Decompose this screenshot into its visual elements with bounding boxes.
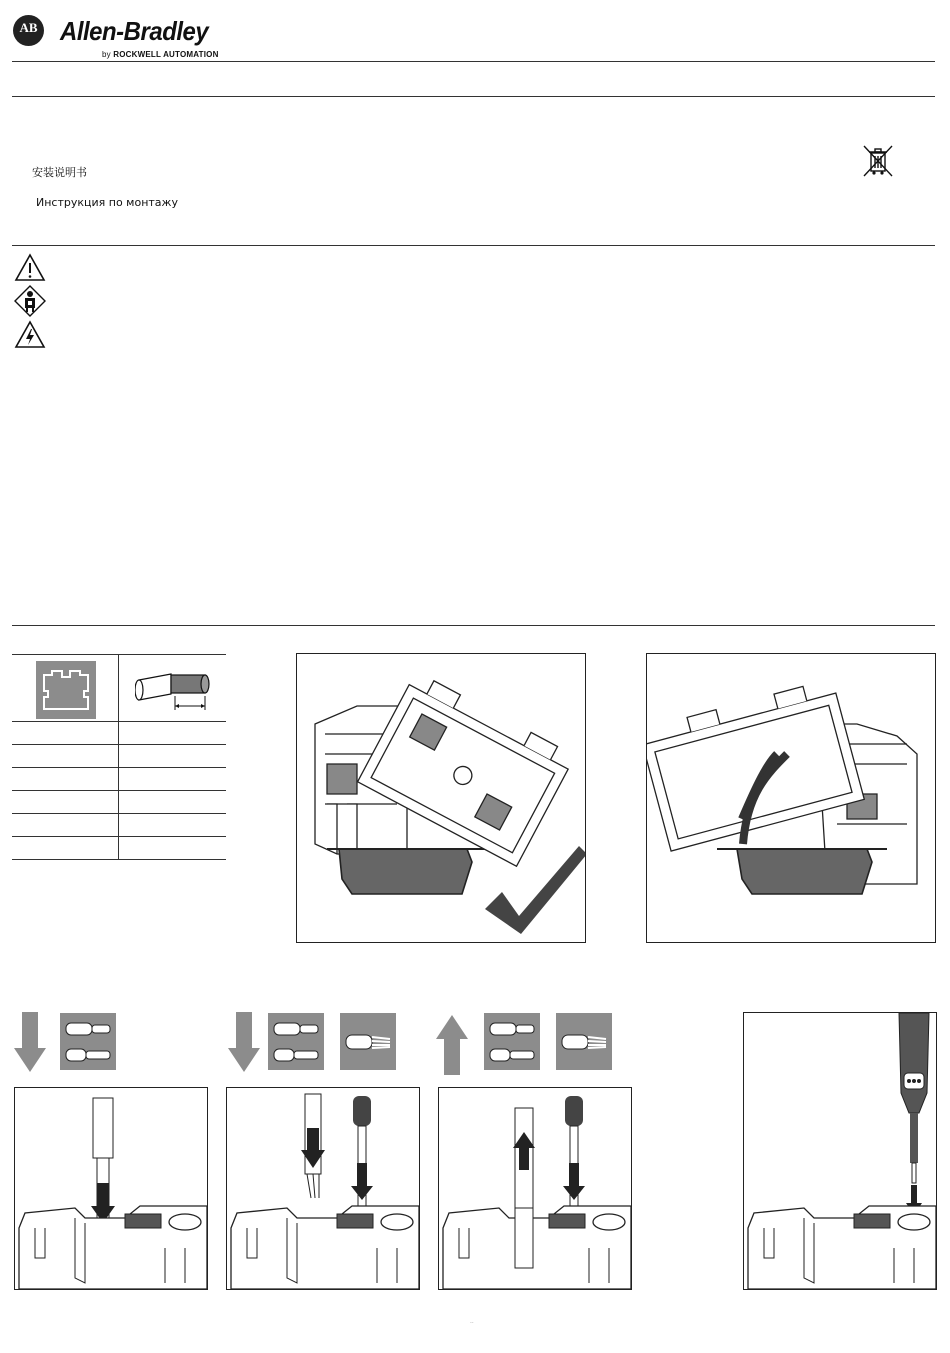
step-test-probe-illustration — [744, 1013, 936, 1289]
title-rule-bottom — [12, 245, 935, 246]
header-rule — [12, 61, 935, 62]
brand-subline: by ROCKWELL AUTOMATION — [102, 50, 219, 59]
table-row — [12, 745, 226, 768]
correct-mounting-figure — [296, 653, 586, 943]
insert-arrow-down-icon — [14, 1012, 46, 1072]
table-row — [12, 768, 226, 791]
strip-length-cell — [119, 655, 227, 722]
step-insert-ferrule-illustration — [15, 1088, 207, 1289]
title-chinese: 安装说明书 — [32, 166, 87, 179]
crossed-out-bin-icon — [860, 143, 896, 179]
insert-arrow-down-icon — [228, 1012, 260, 1072]
incorrect-mounting-illustration — [647, 654, 935, 942]
table-row — [12, 814, 226, 837]
section-rule — [12, 625, 935, 626]
electric-hazard-icon — [14, 320, 46, 349]
step-remove-wire-illustration — [439, 1088, 631, 1289]
incorrect-mounting-figure — [646, 653, 936, 943]
ferrule-icon — [268, 1013, 324, 1070]
ferrule-icon-box — [268, 1013, 324, 1070]
table-row — [12, 722, 226, 745]
logo-letters: AB — [19, 20, 38, 35]
qualified-person-icon — [14, 285, 46, 317]
step-insert-wire-illustration — [227, 1088, 419, 1289]
ferrule-icon — [60, 1013, 116, 1070]
table-row — [12, 837, 226, 860]
stranded-wire-icon-box — [556, 1013, 612, 1070]
stranded-wire-icon — [556, 1013, 612, 1070]
stripped-wire-icon — [135, 666, 215, 716]
remove-arrow-up-icon — [436, 1015, 468, 1075]
table-row — [12, 791, 226, 814]
wire-spec-table — [12, 654, 226, 860]
table-header-row — [12, 655, 226, 722]
ferrule-icon — [484, 1013, 540, 1070]
step-insert-ferrule-figure — [14, 1087, 208, 1290]
ferrule-icon-box — [484, 1013, 540, 1070]
stranded-wire-icon — [340, 1013, 396, 1070]
correct-mounting-illustration — [297, 654, 585, 942]
title-rule-top — [12, 96, 935, 97]
title-russian: Инструкция по монтажу — [36, 196, 178, 209]
footer-mark: ·· — [470, 1320, 474, 1327]
warning-triangle-icon — [14, 253, 46, 282]
stranded-wire-icon-box — [340, 1013, 396, 1070]
step-remove-wire-figure — [438, 1087, 632, 1290]
brand-name: Allen-Bradley — [60, 16, 209, 46]
ferrule-icon-box — [60, 1013, 116, 1070]
terminal-block-icon — [36, 661, 96, 719]
terminal-symbol-cell — [12, 655, 119, 722]
step-test-probe-figure — [743, 1012, 937, 1290]
ab-logo — [13, 15, 44, 46]
step-insert-wire-figure — [226, 1087, 420, 1290]
